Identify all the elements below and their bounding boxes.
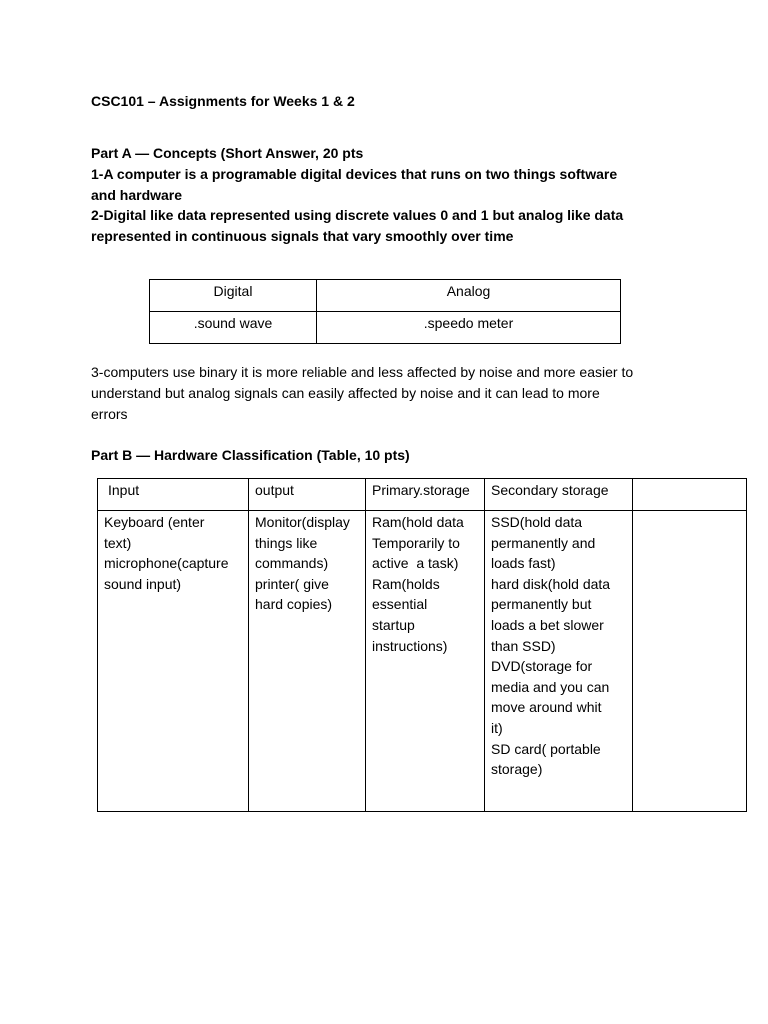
cell-line: Monitor(display — [255, 514, 350, 530]
answer-1-line-2: and hardware — [91, 187, 183, 203]
cell-line: it) — [491, 719, 503, 736]
table-row — [150, 312, 621, 344]
cell-line: active a task) — [372, 555, 459, 572]
cell-line: hard copies) — [255, 596, 333, 613]
table-header-row — [98, 479, 747, 511]
cell-secondary-storage — [485, 511, 633, 812]
header-input: Input — [98, 479, 249, 511]
cell-line: permanently and — [491, 534, 596, 551]
answer-2-line-1: 2-Digital like data represented using discrete values 0 and 1 but analog like data — [91, 207, 624, 223]
cell-input-devices — [98, 511, 249, 812]
cell-line: Ram(hold data — [372, 514, 464, 530]
answer-3-line-2: understand but analog signals can easily affected by noise and it can lead to more — [91, 385, 600, 401]
header-secondary-storage: Secondary storage — [485, 479, 633, 511]
cell-empty — [633, 511, 747, 812]
part-b-heading: Part B — Hardware Classification (Table, 10 pts) — [91, 447, 410, 463]
cell-line: microphone(capture — [104, 555, 229, 572]
cell-line: hard disk(hold data — [491, 575, 611, 592]
cell-line: instructions) — [372, 637, 448, 654]
answer-3-line-1: 3-computers use binary it is more reliable and less affected by noise and more easier to — [91, 364, 634, 380]
digital-analog-table — [149, 279, 621, 344]
cell-line: printer( give — [255, 575, 329, 592]
header-empty — [633, 479, 747, 511]
cell-line: things like — [255, 534, 318, 551]
cell-line: loads fast) — [491, 555, 556, 572]
cell-digital-example: .sound wave — [150, 312, 317, 344]
cell-line: sound input) — [104, 575, 182, 592]
cell-line: text) — [104, 534, 132, 551]
header-analog: Analog — [317, 280, 621, 312]
header-output: output — [249, 479, 366, 511]
cell-line: DVD(storage for — [491, 658, 593, 675]
cell-analog-example: .speedo meter — [317, 312, 621, 344]
hardware-classification-table — [97, 478, 747, 812]
header-digital: Digital — [150, 280, 317, 312]
table-row — [98, 511, 747, 812]
cell-line: Ram(holds — [372, 575, 440, 592]
cell-line: SD card( portable — [491, 740, 601, 757]
cell-line: loads a bet slower — [491, 616, 604, 633]
cell-line: startup — [372, 616, 415, 633]
answer-2-line-2: represented in continuous signals that vary smoothly over time — [91, 228, 514, 244]
cell-line: media and you can — [491, 678, 610, 695]
header-primary-storage: Primary.storage — [366, 479, 485, 511]
cell-output-devices — [249, 511, 366, 812]
cell-line: essential — [372, 596, 428, 613]
cell-line: than SSD) — [491, 637, 556, 654]
cell-primary-storage — [366, 511, 485, 812]
cell-line: Temporarily to — [372, 534, 460, 551]
cell-line: Keyboard (enter — [104, 514, 205, 530]
cell-line: move around whit — [491, 699, 602, 716]
table-header-row — [150, 280, 621, 312]
answer-3-line-3: errors — [91, 406, 128, 422]
cell-line: storage) — [491, 761, 543, 778]
cell-line: SSD(hold data — [491, 514, 583, 530]
answer-1-line-1: 1-A computer is a programable digital devices that runs on two things software — [91, 166, 618, 182]
cell-line: commands) — [255, 555, 329, 572]
cell-line: permanently but — [491, 596, 592, 613]
document-title: CSC101 – Assignments for Weeks 1 & 2 — [91, 93, 355, 109]
part-a-heading: Part A — Concepts (Short Answer, 20 pts — [91, 145, 364, 161]
